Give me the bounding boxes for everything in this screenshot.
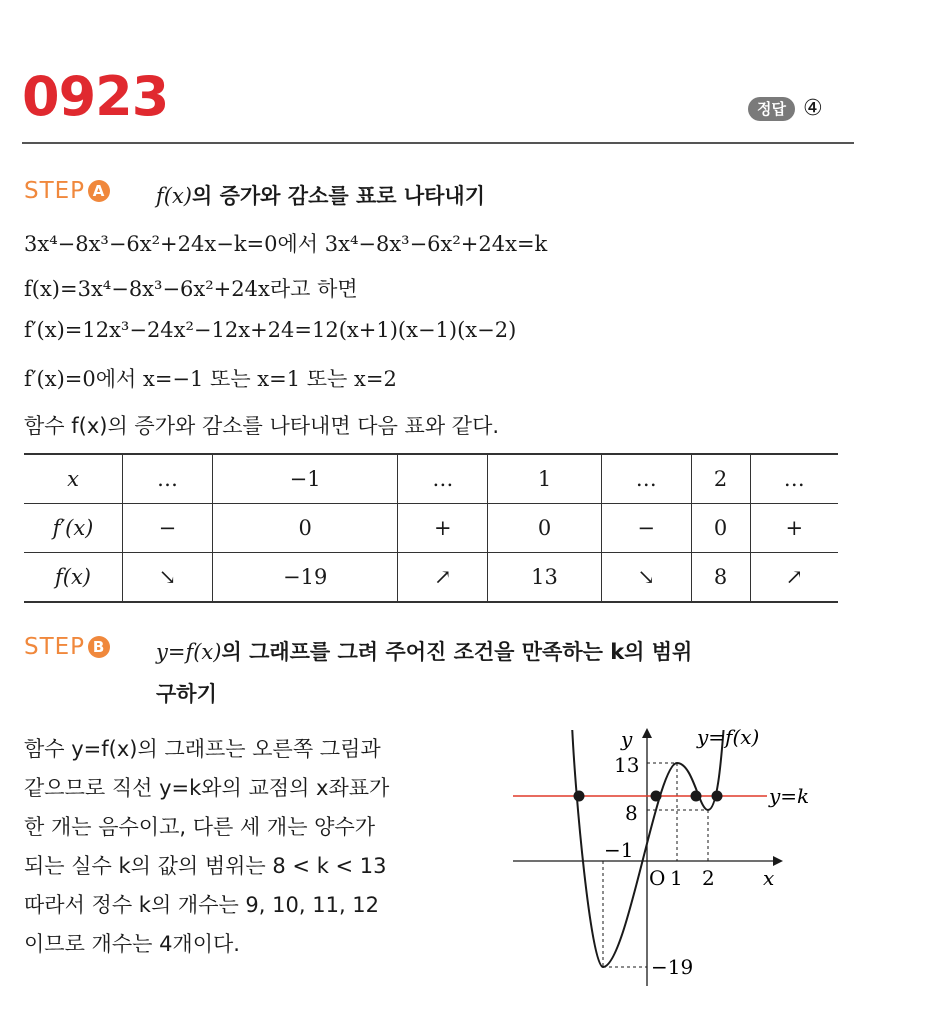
table-cell: 13 [488, 553, 601, 603]
table-cell: f′(x) [24, 504, 123, 553]
problem-number: 0923 [22, 65, 169, 128]
x-tick-2: 2 [702, 866, 715, 890]
table-cell: −1 [212, 454, 397, 504]
eq-line-4: f′(x)=0에서 x=−1 또는 x=1 또는 x=2 [24, 367, 397, 391]
intersection-point [691, 791, 702, 802]
table-row-function [24, 553, 838, 603]
x-tick-neg1: −1 [604, 838, 634, 862]
table-cell: … [601, 454, 691, 504]
intersection-point [574, 791, 585, 802]
y-axis-label: y [621, 727, 633, 751]
x-axis-label: x [763, 866, 775, 890]
body-line-4: 되는 실수 k의 값의 범위는 8 < k < 13 [24, 854, 387, 878]
table-cell: + [398, 504, 488, 553]
intersection-point [651, 791, 662, 802]
eq-line-2: f(x)=3x⁴−8x³−6x²+24x라고 하면 [24, 277, 358, 301]
table-cell: … [750, 454, 838, 504]
table-cell: −19 [212, 553, 397, 603]
body-line-3: 한 개는 음수이고, 다른 세 개는 양수가 [24, 815, 376, 839]
table-cell: − [601, 504, 691, 553]
function-graph [505, 724, 845, 986]
step-b-title-line-1: y=f(x)의 그래프를 그려 주어진 조건을 만족하는 k의 범위 [156, 640, 693, 664]
step-b-title-line-2: 구하기 [156, 682, 217, 706]
eq-line-1: 3x⁴−8x³−6x²+24x−k=0에서 3x⁴−8x³−6x²+24x=k [24, 232, 548, 256]
body-line-2: 같으므로 직선 y=k와의 교점의 x좌표가 [24, 776, 390, 800]
table-cell: + [750, 504, 838, 553]
answer-badge: 정답 [748, 97, 795, 121]
table-cell: … [398, 454, 488, 504]
table-cell: 8 [691, 553, 750, 603]
table-cell: ↘ [123, 553, 213, 603]
y-tick-neg19: −19 [651, 955, 694, 979]
intersection-point [712, 791, 723, 802]
table-cell: − [123, 504, 213, 553]
body-line-6: 이므로 개수는 4개이다. [24, 932, 240, 956]
origin-label: O [649, 866, 666, 890]
table-cell: 2 [691, 454, 750, 504]
table-cell: f(x) [24, 553, 123, 603]
step-a-circle: A [88, 180, 110, 202]
answer [748, 96, 823, 121]
y-tick-13: 13 [614, 753, 640, 777]
x-tick-1: 1 [670, 866, 683, 890]
table-cell: 0 [691, 504, 750, 553]
body-line-1: 함수 y=f(x)의 그래프는 오른쪽 그림과 [24, 737, 381, 761]
table-row-derivative [24, 504, 838, 553]
increase-decrease-table [24, 453, 838, 603]
table-cell: 0 [488, 504, 601, 553]
step-a-label: STEP A [24, 178, 110, 204]
curve-y-equals-fx [572, 724, 724, 967]
table-cell: … [123, 454, 213, 504]
curve-label: y=f(x) [697, 725, 760, 749]
table-cell: 1 [488, 454, 601, 504]
eq-line-3: f′(x)=12x³−24x²−12x+24=12(x+1)(x−1)(x−2) [24, 318, 517, 342]
body-line-5: 따라서 정수 k의 개수는 9, 10, 11, 12 [24, 893, 380, 917]
table-cell: 0 [212, 504, 397, 553]
answer-value: ④ [802, 96, 823, 121]
table-row-x [24, 454, 838, 504]
table-cell: ↗ [750, 553, 838, 603]
table-cell: x [24, 454, 123, 504]
step-a-title: f(x)의 증가와 감소를 표로 나타내기 [156, 184, 485, 208]
y-axis-arrow [642, 728, 652, 738]
line-k-label: y=k [769, 784, 810, 808]
table-cell: ↗ [398, 553, 488, 603]
step-b-circle: B [88, 636, 110, 658]
x-axis-arrow [773, 856, 783, 866]
eq-line-5: 함수 f(x)의 증가와 감소를 나타내면 다음 표와 같다. [24, 414, 500, 438]
y-tick-8: 8 [625, 801, 638, 825]
header-divider [22, 142, 854, 144]
table-cell: ↘ [601, 553, 691, 603]
step-b-label: STEP B [24, 634, 110, 660]
